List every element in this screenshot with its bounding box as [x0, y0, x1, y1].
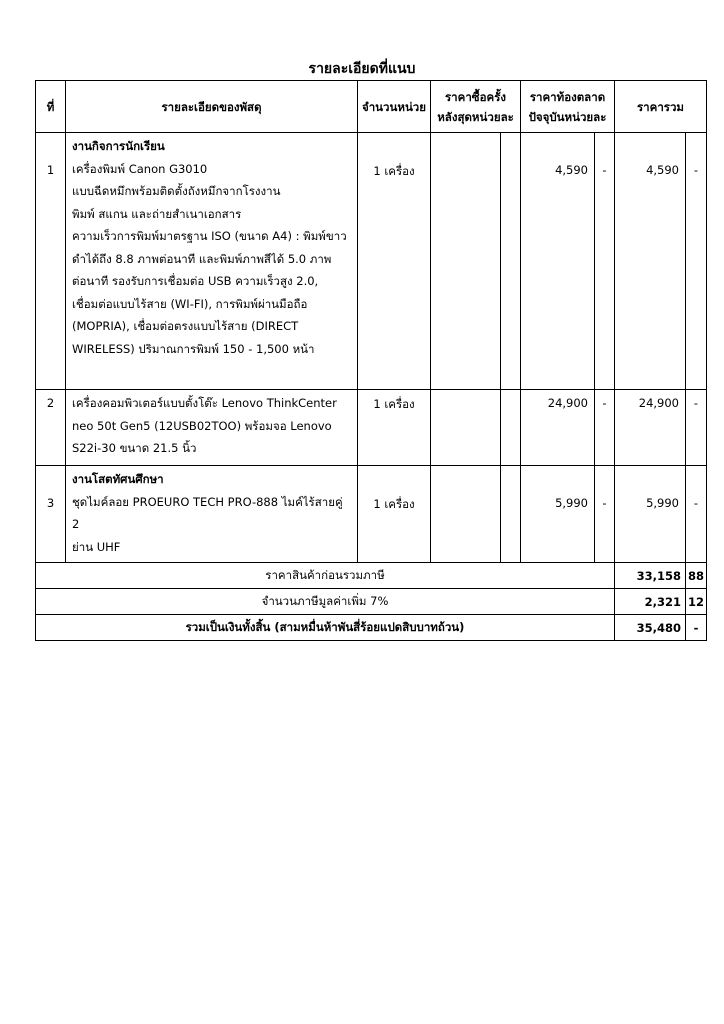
grand-total-row — [36, 615, 707, 641]
desc-line: ย่าน UHF — [72, 539, 121, 554]
row-quantity: 1 เครื่อง — [358, 133, 431, 390]
desc-line: แบบฉีดหมึกพร้อมติดตั้งถังหมึกจากโรงงาน — [72, 184, 281, 198]
desc-line: S22i-30 ขนาด 21.5 นิ้ว — [72, 441, 197, 455]
header-market-price-line1: ราคาท้องตลาด — [529, 89, 606, 104]
row-market-satang: - — [595, 466, 615, 563]
table-header-row — [36, 81, 707, 133]
desc-line: WIRELESS) ปริมาณการพิมพ์ 150 - 1,500 หน้า — [72, 341, 315, 356]
row-total: 5,990 — [615, 466, 686, 563]
table-row — [36, 466, 707, 563]
desc-line: (MOPRIA), เชื่อมต่อตรงแบบไร้สาย (DIRECT — [72, 319, 299, 333]
row-no: 3 — [36, 466, 66, 563]
desc-line: เชื่อมต่อแบบไร้สาย (WI-FI), การพิมพ์ผ่านมือถือ — [72, 296, 308, 311]
vat-value: 2,321 — [615, 589, 686, 615]
row-description — [66, 466, 358, 563]
row-total: 4,590 — [615, 133, 686, 390]
row-last-price-satang — [501, 133, 521, 390]
header-description: รายละเอียดของพัสดุ — [66, 81, 358, 133]
row-quantity: 1 เครื่อง — [358, 390, 431, 466]
row-last-price-satang — [501, 466, 521, 563]
row-quantity: 1 เครื่อง — [358, 466, 431, 563]
row-market-satang: - — [595, 133, 615, 390]
items-table — [35, 80, 707, 641]
header-last-price — [431, 81, 521, 133]
header-no: ที่ — [36, 81, 66, 133]
row-no: 1 — [36, 133, 66, 390]
header-market-price — [521, 81, 615, 133]
subtotal-row — [36, 563, 707, 589]
header-market-price-line2: ปัจจุบันหน่วยละ — [528, 109, 607, 124]
desc-line: ดำได้ถึง 8.8 ภาพต่อนาที และพิมพ์ภาพสีได้ 5.0 ภาพ — [72, 251, 332, 266]
row-last-price-satang — [501, 390, 521, 466]
desc-line: พิมพ์ สแกน และถ่ายสำเนาเอกสาร — [72, 206, 242, 221]
subtotal-label: ราคาสินค้าก่อนรวมภาษี — [36, 563, 615, 589]
subtotal-value: 33,158 — [615, 563, 686, 589]
desc-line: neo 50t Gen5 (12USB02TOO) พร้อมจอ Lenovo — [72, 418, 332, 433]
row-total-satang: - — [686, 466, 707, 563]
row-market-price: 24,900 — [521, 390, 595, 466]
desc-line: เครื่องพิมพ์ Canon G3010 — [72, 161, 208, 176]
row-last-price — [431, 133, 501, 390]
desc-line: เครื่องคอมพิวเตอร์แบบตั้งโต๊ะ Lenovo ThinkCenter — [72, 396, 337, 410]
header-total: ราคารวม — [615, 81, 707, 133]
row-last-price — [431, 390, 501, 466]
category-label: งานโสตทัศนศึกษา — [72, 472, 164, 486]
grand-total-satang: - — [686, 615, 707, 641]
table-row — [36, 133, 707, 390]
vat-satang: 12 — [686, 589, 707, 615]
header-last-price-line2: หลังสุดหน่วยละ — [437, 109, 514, 124]
row-last-price — [431, 466, 501, 563]
vat-label: จำนวนภาษีมูลค่าเพิ่ม 7% — [36, 589, 615, 615]
vat-row — [36, 589, 707, 615]
row-total-satang: - — [686, 390, 707, 466]
grand-total-value: 35,480 — [615, 615, 686, 641]
desc-line: ชุดไมค์ลอย PROEURO TECH PRO-888 ไมค์ไร้สายคู่ 2 — [72, 494, 343, 531]
table-row — [36, 390, 707, 466]
row-total-satang: - — [686, 133, 707, 390]
row-total: 24,900 — [615, 390, 686, 466]
row-description — [66, 133, 358, 390]
category-label: งานกิจการนักเรียน — [72, 139, 165, 153]
header-last-price-line1: ราคาซื้อครั้ง — [445, 89, 506, 104]
subtotal-satang: 88 — [686, 563, 707, 589]
header-quantity: จำนวนหน่วย — [358, 81, 431, 133]
row-market-price: 5,990 — [521, 466, 595, 563]
document-title: รายละเอียดที่แนบ — [308, 61, 416, 77]
row-market-price: 4,590 — [521, 133, 595, 390]
desc-line: ความเร็วการพิมพ์มาตรฐาน ISO (ขนาด A4) : พิมพ์ขาว — [72, 229, 347, 243]
desc-line: ต่อนาที รองรับการเชื่อมต่อ USB ความเร็วสูง 2.0, — [72, 274, 319, 288]
grand-total-label: รวมเป็นเงินทั้งสิ้น (สามหมื่นห้าพันสี่ร้อยแปดสิบบาทถ้วน) — [36, 615, 615, 641]
row-description — [66, 390, 358, 466]
row-market-satang: - — [595, 390, 615, 466]
row-no: 2 — [36, 390, 66, 466]
